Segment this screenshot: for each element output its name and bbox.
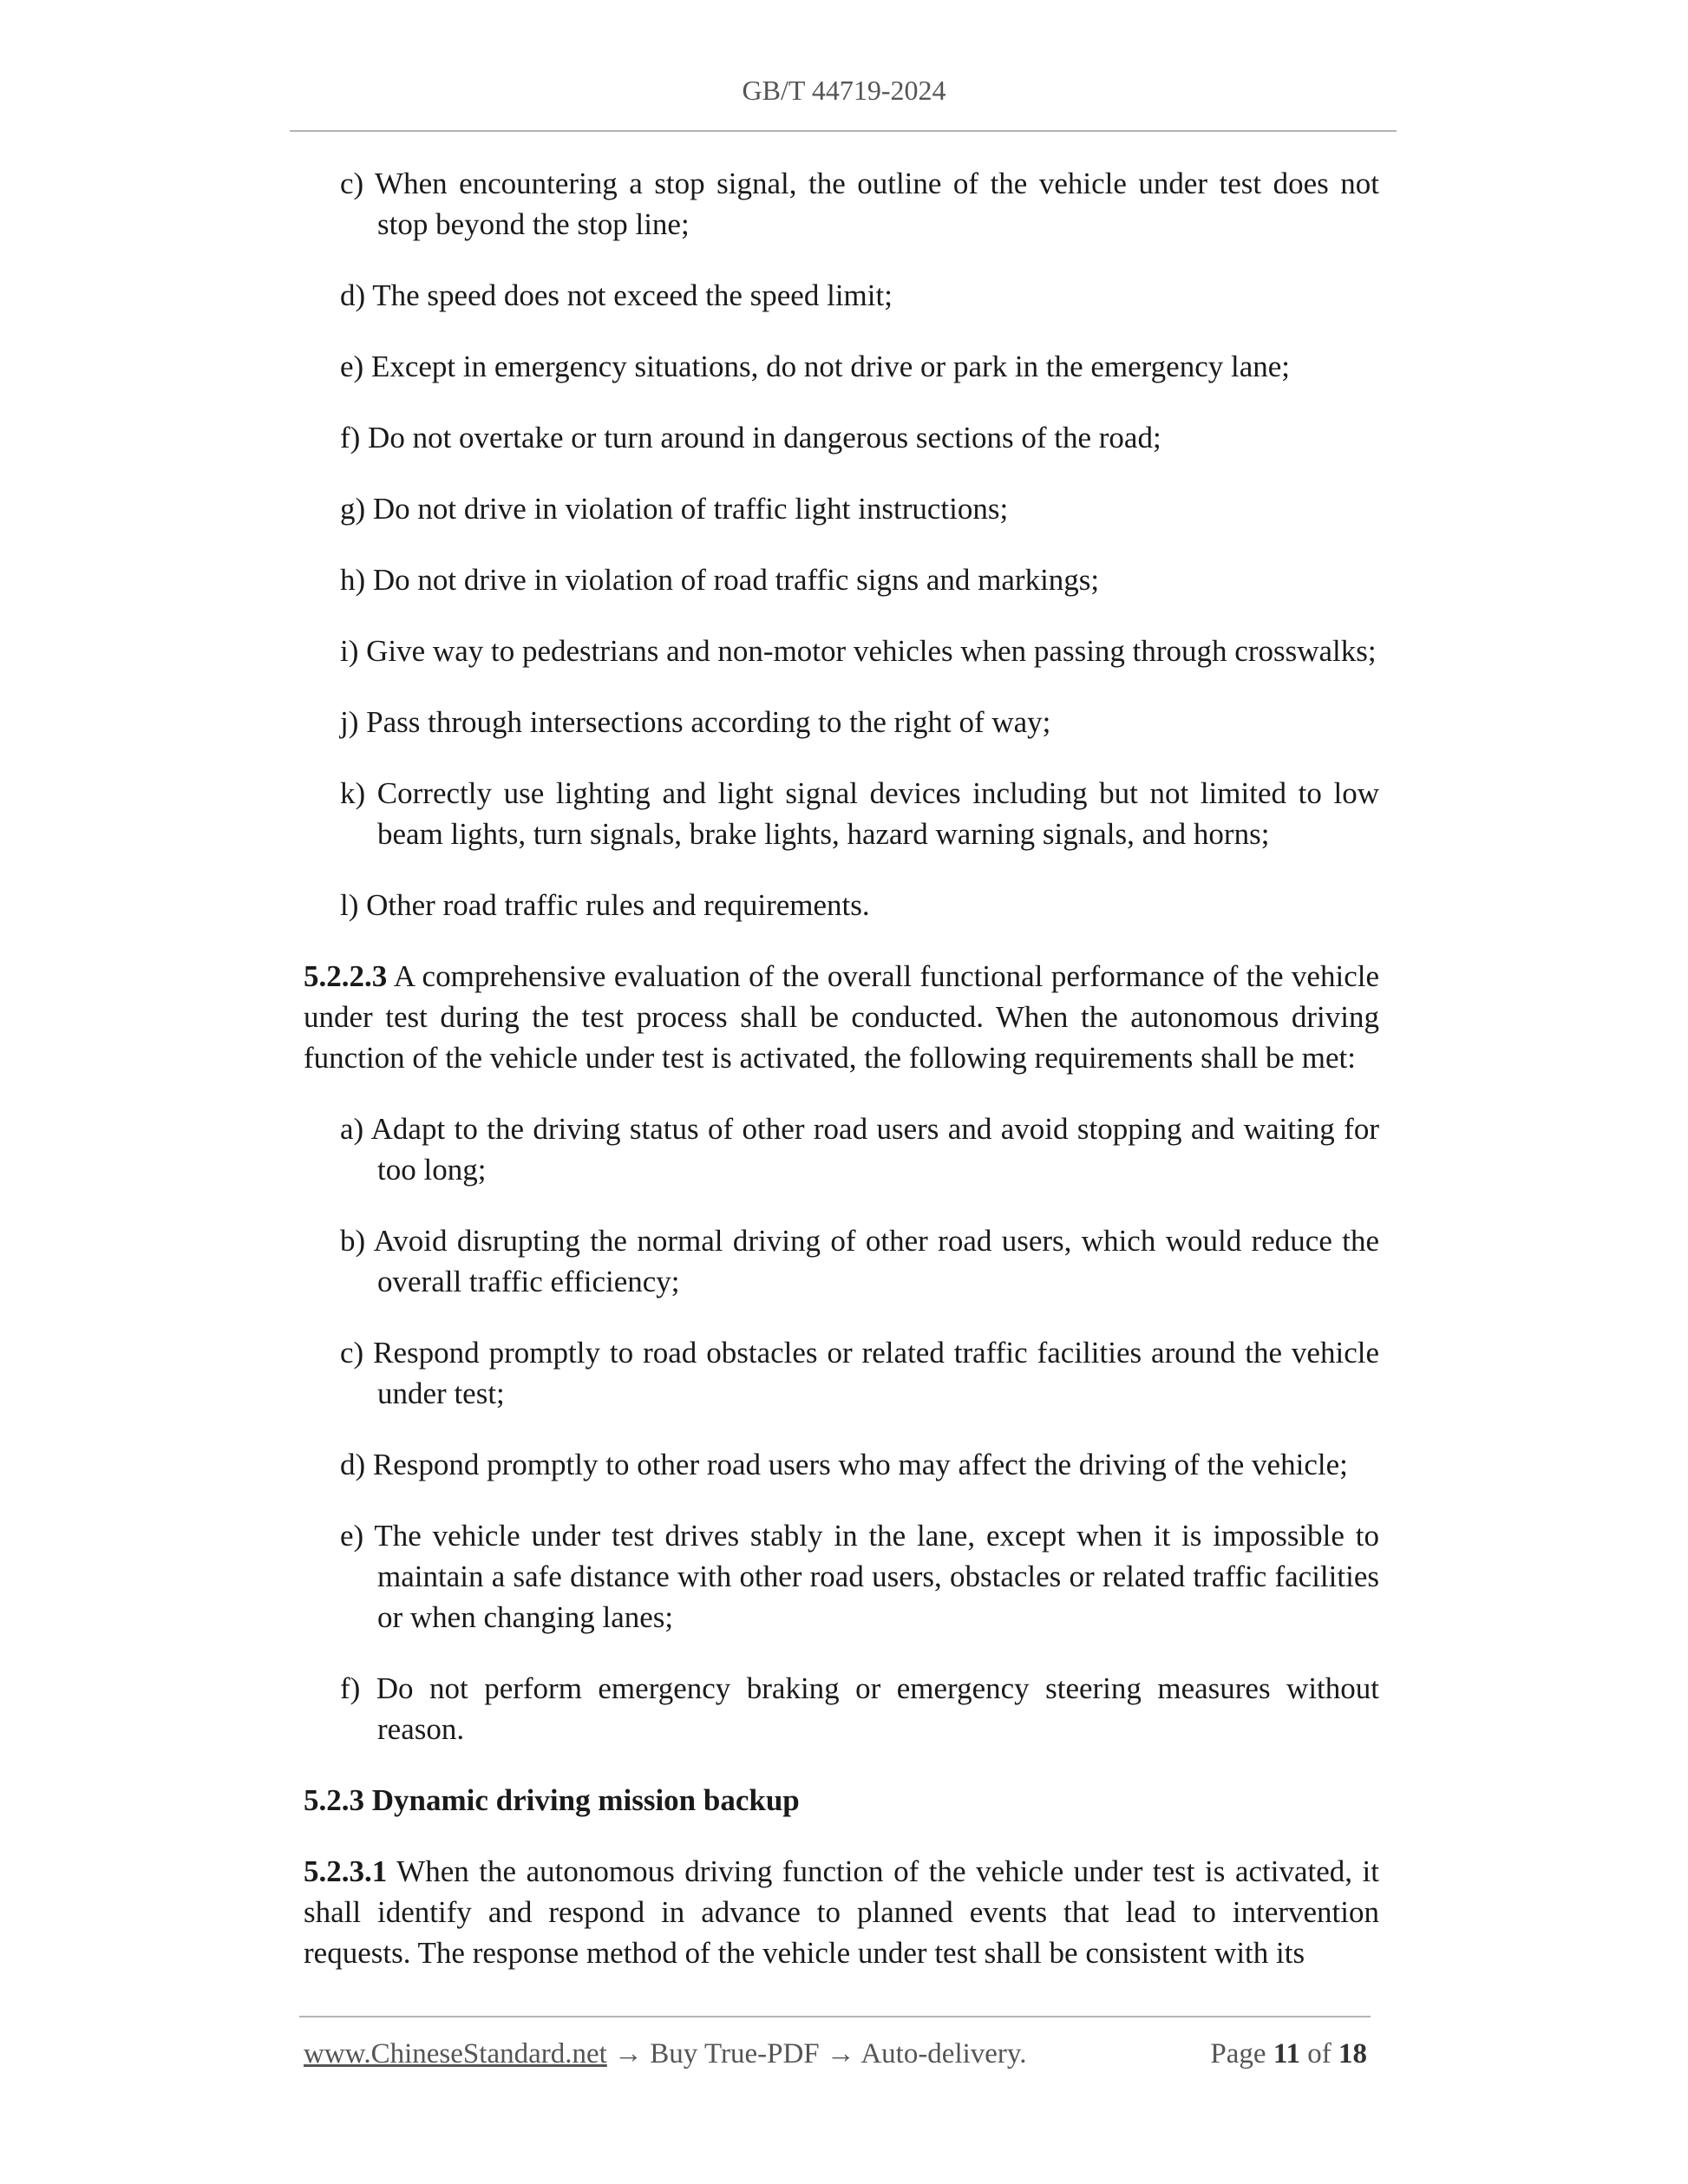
site-link[interactable]: www.ChineseStandard.net bbox=[304, 2038, 607, 2070]
list-item: h) Do not drive in violation of road traffic signs and markings; bbox=[340, 563, 1100, 597]
page-body bbox=[304, 163, 1379, 2004]
list-item: e) The vehicle under test drives stably in the lane, except when it is impossible to maintain a safe distance with other road users, obstacles or related traffic facilities or when changing lanes; bbox=[340, 1519, 1379, 1634]
page-number bbox=[1210, 2038, 1367, 2070]
list-item: f) Do not perform emergency braking or emergency steering measures without reason. bbox=[340, 1671, 1379, 1746]
clause-5-2-3-1 bbox=[304, 1851, 1379, 1973]
arrow-right-icon: → bbox=[826, 2038, 855, 2070]
list-item: k) Correctly use lighting and light signal devices including but not limited to low beam lights, turn signals, brake lights, hazard warning signals, and horns; bbox=[340, 776, 1379, 851]
list-item: d) The speed does not exceed the speed limit; bbox=[340, 278, 893, 312]
list-item: f) Do not overtake or turn around in dangerous sections of the road; bbox=[340, 421, 1161, 454]
section-heading-5-2-3: 5.2.3 Dynamic driving mission backup bbox=[304, 1783, 800, 1817]
list-item: j) Pass through intersections according to the right of way; bbox=[340, 705, 1051, 739]
clause-number: 5.2.3.1 bbox=[304, 1854, 388, 1888]
list-item: d) Respond promptly to other road users who may affect the driving of the vehicle; bbox=[340, 1448, 1348, 1481]
clause-5-2-2-3 bbox=[304, 956, 1379, 1078]
list-item: a) Adapt to the driving status of other road users and avoid stopping and waiting for too long; bbox=[340, 1112, 1379, 1187]
clause-number: 5.2.2.3 bbox=[304, 959, 388, 993]
list-item: i) Give way to pedestrians and non-motor vehicles when passing through crosswalks; bbox=[340, 634, 1377, 668]
total-pages: 18 bbox=[1338, 2038, 1367, 2070]
document-id-header: GB/T 44719-2024 bbox=[742, 75, 946, 106]
footer-divider bbox=[299, 2016, 1371, 2017]
clause-text: When the autonomous driving function of the vehicle under test is activated, it shall identify and respond in advance to planned events that lead to intervention requests. The response method of the vehicle under test shall be consistent with its bbox=[304, 1854, 1379, 1970]
list-item: g) Do not drive in violation of traffic light instructions; bbox=[340, 492, 1009, 526]
clause-text: A comprehensive evaluation of the overall functional performance of the vehicle under test during the test process shall be conducted. When the autonomous driving function of the vehicle under test is activated, the following requirements shall be met: bbox=[304, 959, 1379, 1075]
list-item: l) Other road traffic rules and requirements. bbox=[340, 888, 870, 922]
arrow-right-icon: → bbox=[614, 2038, 644, 2070]
list-item: c) Respond promptly to road obstacles or related traffic facilities around the vehicle under test; bbox=[340, 1336, 1379, 1410]
buy-pdf-text: Buy True-PDF bbox=[650, 2038, 820, 2070]
header-divider bbox=[290, 130, 1397, 132]
auto-delivery-text: Auto-delivery. bbox=[860, 2038, 1027, 2070]
list-item: c) When encountering a stop signal, the outline of the vehicle under test does not stop beyond the stop line; bbox=[340, 167, 1379, 241]
of-label: of bbox=[1307, 2038, 1331, 2070]
current-page: 11 bbox=[1273, 2038, 1300, 2070]
list-item: e) Except in emergency situations, do not drive or park in the emergency lane; bbox=[340, 350, 1291, 383]
list-item: b) Avoid disrupting the normal driving of other road users, which would reduce the overall traffic efficiency; bbox=[340, 1224, 1379, 1298]
page-label: Page bbox=[1210, 2038, 1266, 2070]
footer-promo bbox=[304, 2038, 1027, 2070]
